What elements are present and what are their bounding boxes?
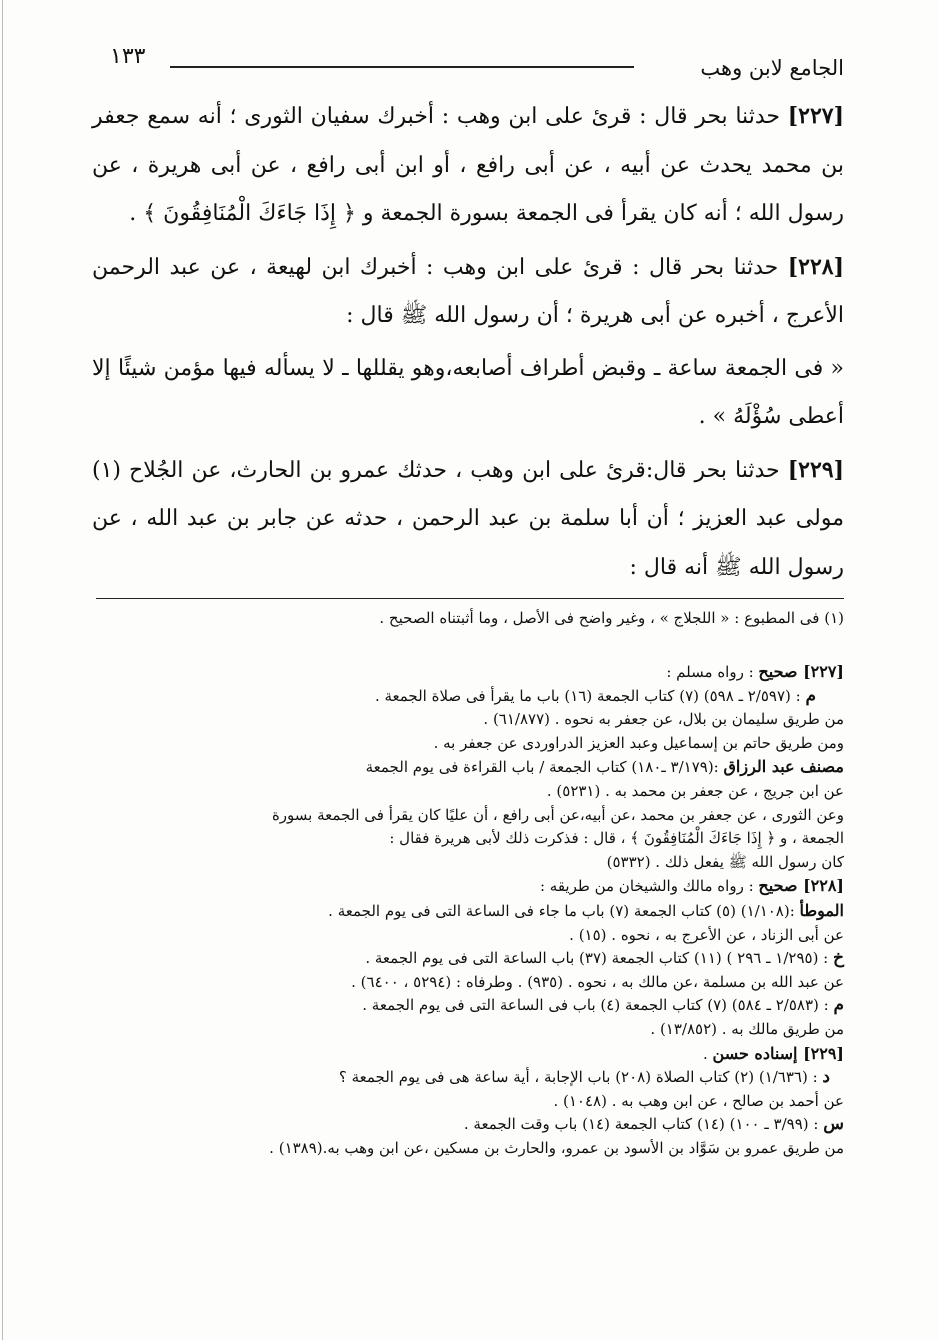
note-line: من طريق عمرو بن سَوَّاد بن الأسود بن عمرو، والحارث بن مسكين ،عن ابن وهب به.(١٣٨٩) .: [269, 1138, 844, 1157]
note-line: خ : (١/٢٩٥ ـ ٢٩٦ ) (١١) كتاب الجمعة (٣٧) باب الساعة التى فى يوم الجمعة .: [365, 948, 844, 969]
hadith-number: [٢٢٩]: [787, 456, 844, 483]
main-text: [92, 92, 844, 592]
note-line: د : (١/٦٣٦) (٢) كتاب الصلاة (٢٠٨) باب الإجابة ، أية ساعة هى فى يوم الجمعة ؟: [338, 1067, 830, 1088]
footnote-rule: [96, 598, 844, 599]
note-line: عن عبد الله بن مسلمة ،عن مالك به ، نحوه . (٩٣٥) . وطرفاه : (٥٢٩٤ ، ٦٤٠٠) .: [351, 972, 844, 991]
hadith-229: [92, 446, 844, 593]
note-line: عن ابن جريج ، عن جعفر بن محمد به . (٥٢٣١) .: [546, 781, 844, 800]
hadith-228: [92, 243, 844, 341]
note-line: م : (٢/٥٨٣ ـ ٥٨٤) (٧) كتاب الجمعة (٤) باب فى الساعة التى فى يوم الجمعة .: [362, 995, 844, 1016]
note-line: كان رسول الله ﷺ يفعل ذلك . (٥٣٣٢): [606, 852, 844, 871]
page-edge-line: [2, 0, 3, 1340]
note-line: م : (٢/٥٩٧ ـ ٥٩٨) (٧) كتاب الجمعة (١٦) باب ما يقرأ فى صلاة الجمعة .: [374, 685, 816, 706]
note-229-heading: [٢٢٩] إسناده حسن .: [702, 1043, 844, 1063]
header-rule: [170, 66, 634, 68]
hadith-number: [٢٢٧]: [787, 103, 844, 129]
note-line: وعن الثورى ، عن جعفر بن محمد ،عن أبيه،عن أبى رافع ، أن عليًا كان يقرأ فى الجمعة بسورة: [271, 805, 844, 824]
note-line: عن أبى الزناد ، عن الأعرج به ، نحوه . (١٥) .: [569, 925, 844, 944]
takhrij-notes: [65, 660, 844, 1160]
note-line: من طريق سليمان بن بلال، عن جعفر به نحوه . (٦١/٨٧٧) .: [483, 710, 844, 729]
note-line: ومن طريق حاتم بن إسماعيل وعبد العزيز الدراوردى عن جعفر به .: [433, 733, 844, 752]
note-line: الجمعة ، و ﴿ إِذَا جَاءَكَ الْمُنَافِقُونَ ﴾ ، قال : فذكرت ذلك لأبى هريرة فقال :: [389, 829, 844, 848]
note-227-heading: [٢٢٧] صحيح : رواه مسلم :: [666, 662, 844, 681]
page-number: ١٣٣: [110, 44, 146, 69]
footnote: (١) فى المطبوع : « اللجلاج » ، وغير واضح فى الأصل ، وما أثبتناه الصحيح .: [379, 609, 844, 627]
note-228-heading: [٢٢٨] صحيح : رواه مالك والشيخان من طريقه :: [539, 876, 844, 896]
hadith-text: حدثنا بحر قال : قرئ على ابن وهب : أخبرك ابن لهيعة ، عن عبد الرحمن الأعرج ، أخبره عن أبى هريرة ؛ أن رسول الله ﷺ قال :: [92, 254, 844, 328]
hadith-228-quote: « فى الجمعة ساعة ـ وقبض أطراف أصابعه،وهو يقللها ـ لا يسأله فيها مؤمن شيئًا إلا أعطى سُؤْلَهُ » .: [92, 355, 844, 429]
hadith-227: [92, 92, 844, 239]
note-line: من طريق مالك به . (١٣/٨٥٢) .: [650, 1019, 844, 1038]
hadith-text: حدثنا بحر قال : قرئ على ابن وهب : أخبرك سفيان الثورى ؛ أنه سمع جعفر بن محمد يحدث عن أبيه ، عن أبى رافع ، أو ابن أبى رافع ، عن أبى هريرة ، عن رسول الله ؛ أنه كان يقرأ فى الجمعة بسورة الجمعة و ﴿ إِذَا جَاءَكَ الْمُنَافِقُونَ ﴾ .: [92, 104, 844, 226]
book-title: الجامع لابن وهب: [700, 56, 844, 80]
page-header: [90, 40, 844, 80]
note-line: س : (٣/٩٩ ـ ١٠٠) (١٤) كتاب الجمعة (١٤) باب وقت الجمعة .: [463, 1114, 844, 1135]
note-line: الموطأ :(١/١٠٨) (٥) كتاب الجمعة (٧) باب ما جاء فى الساعة التى فى يوم الجمعة .: [328, 900, 844, 920]
note-line: عن أحمد بن صالح ، عن ابن وهب به . (١٠٤٨) .: [553, 1091, 844, 1110]
hadith-number: [٢٢٨]: [787, 253, 844, 280]
hadith-text: حدثنا بحر قال:قرئ على ابن وهب ، حدثك عمرو بن الحارث، عن الجُلاح (١) مولى عبد العزيز ؛ أن أبا سلمة بن عبد الرحمن ، حدثه عن جابر بن عبد الله ، عن رسول الله ﷺ أنه قال :: [92, 457, 844, 580]
note-line: مصنف عبد الرزاق :(٣/١٧٩ ـ١٨٠) كتاب الجمعة / باب القراءة فى يوم الجمعة: [365, 757, 844, 777]
